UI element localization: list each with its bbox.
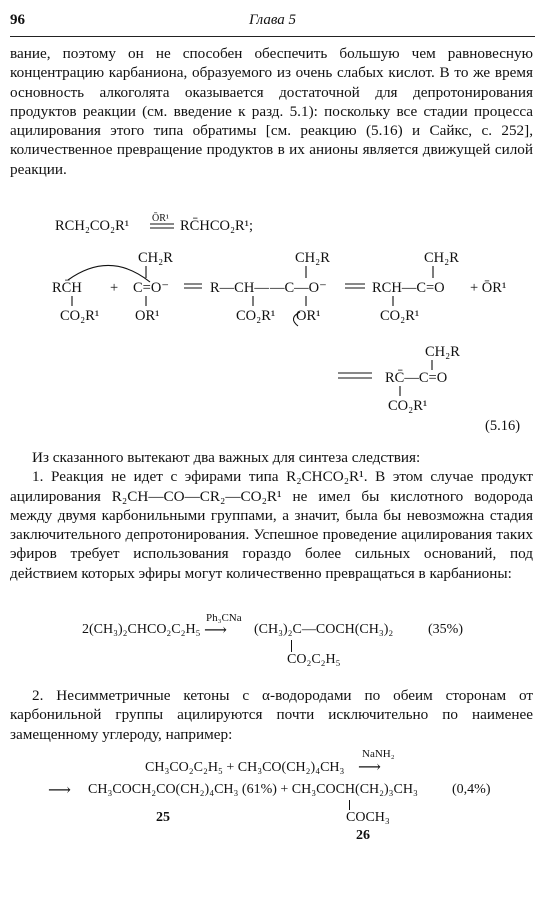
scheme-co2r1-d: CO₂R¹ [388, 398, 428, 414]
scheme-eq0-left: RCH₂CO₂R¹ [55, 218, 130, 234]
compound-label-25: 25 [156, 810, 170, 825]
eq3-arrow-1: ⟶ [358, 759, 381, 776]
paragraph-2 [10, 448, 533, 583]
scheme-plus-or1: + ŌR¹ [470, 280, 507, 296]
eq3-sub: COCH₃ [346, 810, 390, 825]
paragraph-3 [10, 686, 533, 744]
scheme-r-ch-dash: R—CH— [210, 280, 269, 296]
eq3-line1: CH₃CO₂C₂H₅ + CH₃CO(CH₂)₄CH₃ [145, 760, 345, 775]
eq2-sub: CO₂C₂H₅ [287, 652, 341, 667]
paragraph-2-intro: Из сказанного вытекают два важных для синтеза следствия: [32, 449, 421, 466]
compound-label-26: 26 [356, 828, 370, 843]
eq2-arrow: ⟶ [204, 622, 227, 639]
paragraph-3-text: 2. Несимметричные кетоны с α-водородами по обеим сторонам от карбонильной группы ацилируются почти исключительно по наименее замещенному углероду, например: [10, 687, 533, 743]
running-title: Глава 5 [248, 12, 297, 28]
scheme-c-o: —C—O⁻ [270, 280, 327, 296]
eq3-reagent: NaNH₂ [362, 748, 395, 760]
scheme-eq0-right: RC̄HCO₂R¹; [180, 218, 254, 234]
scheme-rch: RC̄H [52, 280, 82, 296]
scheme-rch-c: RCH—C=O [372, 280, 445, 296]
eq2-bond [291, 640, 292, 652]
eq2-yield: (35%) [428, 622, 463, 637]
scheme-or1-a: OR¹ [135, 308, 160, 324]
equation-number-5-16: (5.16) [485, 418, 521, 434]
scheme-co2r1-c: CO₂R¹ [380, 308, 420, 324]
scheme-c-o-minus: C=O⁻ [133, 280, 169, 296]
scheme-plus-a: + [110, 280, 119, 296]
eq3-arrow-2: ⟶ [48, 782, 71, 799]
eq3-product1: CH₃COCH₂CO(CH₂)₄CH₃ (61%) + CH₃COCH(CH₂)₃CH₃ [88, 782, 418, 797]
scheme-ch2r-d: CH₂R [425, 344, 460, 360]
eq2-reagent: Ph₃CNa [206, 612, 242, 624]
paragraph-1-text: вание, поэтому он не способен обеспечить большую чем равновесную концентрацию карбаниона, образуемого из очень слабых кислот. В то же время основность алкоголята оказывается достаточной для депротонирования продуктов реакции (см. введение к разд. 5.1): поскольку все стадии процесса ацилирования этого типа обратимы [см. реакцию (5.16) и Сайкс, с. 252], количественное превращение продуктов в их анионы является движущей силой реакции. [10, 45, 533, 178]
scheme-ch2r-a: CH₂R [138, 250, 173, 266]
scheme-eq0-reagent: ŌR¹ [152, 213, 169, 224]
scheme-co2r1-a: CO₂R¹ [60, 308, 100, 324]
eq3-yield2: (0,4%) [452, 782, 491, 797]
eq3-bond [349, 800, 350, 810]
scheme-co2r1-b: CO₂R¹ [236, 308, 276, 324]
paragraph-2-text: 1. Реакция не идет с эфирами типа R₂CHCO₂R¹. В этом случае продукт ацилирования R₂CH—CO—CR₂—CO₂R¹ не имел бы кислотного водорода между двумя карбонильными группами, а значит, была бы невозможна стадия заключительного депротонирования. Успешное проведение ацилирования таких эфиров требует использования гораздо более сильных оснований, под действием которых эфиры могут количественно превращаться в карбанионы: [10, 468, 533, 582]
scheme-rc-bar: RC̄—C=O [385, 370, 448, 386]
scheme-ch2r-b: CH₂R [295, 250, 330, 266]
eq2-left: 2(CH₃)₂CHCO₂C₂H₅ [82, 622, 201, 637]
page-number: 96 [10, 12, 25, 28]
scheme-or1-b: OR¹ [296, 308, 321, 324]
eq2-right: (CH₃)₂C—COCH(CH₃)₂ [254, 622, 394, 637]
scheme-ch2r-c: CH₂R [424, 250, 459, 266]
